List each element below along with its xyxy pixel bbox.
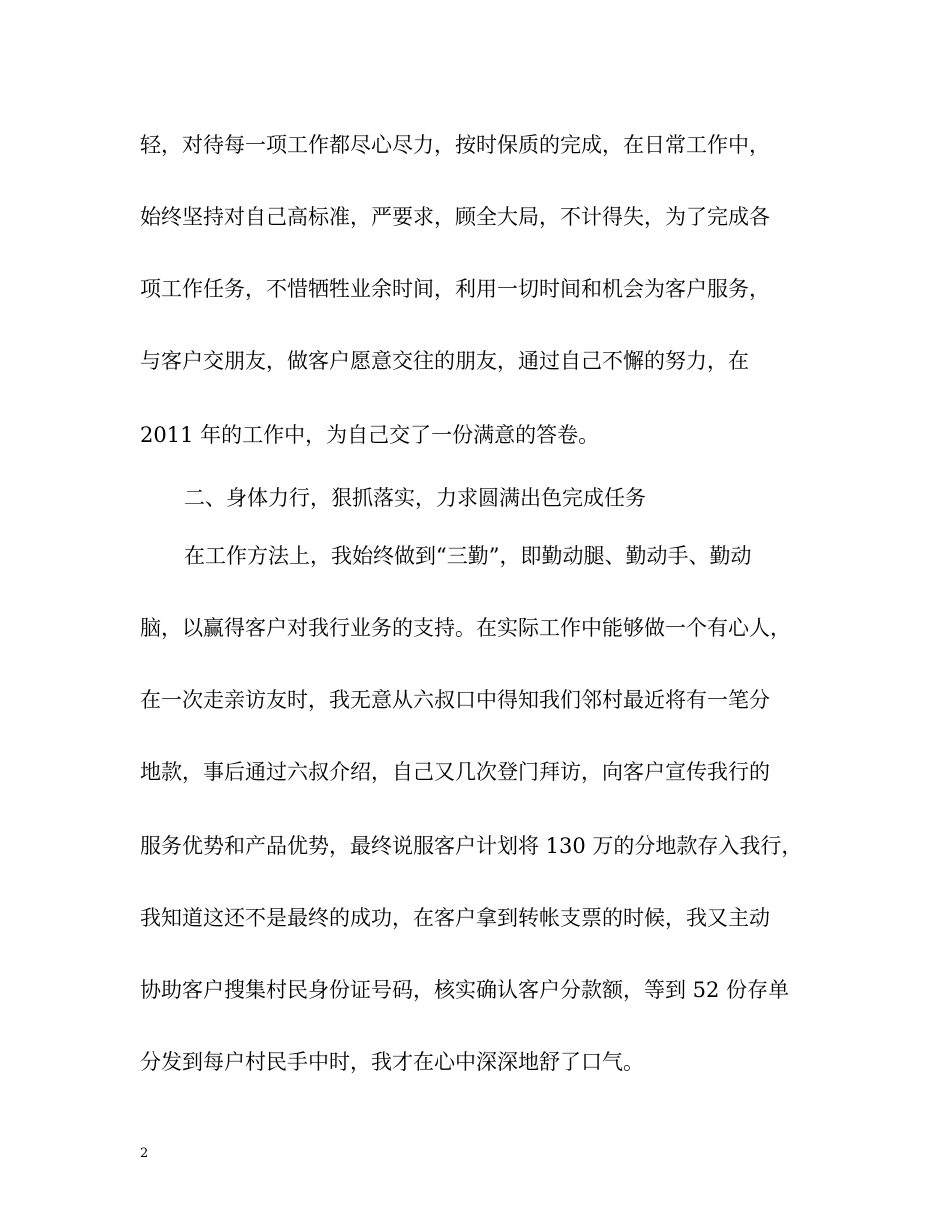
paragraph-line: 在一次走亲访友时，我无意从六叔口中得知我们邻村最近将有一笔分 — [140, 688, 770, 712]
paragraph-line: 在工作方法上，我始终做到“三勤”，即勤动腿、勤动手、勤动 — [184, 544, 752, 568]
paragraph-line: 轻，对待每一项工作都尽心尽力，按时保质的完成，在日常工作中， — [140, 133, 770, 157]
paragraph-line: 服务优势和产品优势，最终说服客户计划将 130 万的分地款存入我行， — [140, 834, 803, 858]
paragraph-line: 2011 年的工作中，为自己交了一份满意的答卷。 — [140, 423, 600, 447]
paragraph-line: 始终坚持对自己高标准，严要求，顾全大局，不计得失，为了完成各 — [140, 205, 770, 229]
paragraph-line: 我知道这还不是最终的成功，在客户拿到转帐支票的时候，我又主动 — [140, 906, 770, 930]
paragraph-line: 地款，事后通过六叔介绍，自己又几次登门拜访，向客户宣传我行的 — [140, 760, 770, 784]
paragraph-line: 分发到每户村民手中时，我才在心中深深地舒了口气。 — [140, 1050, 644, 1074]
section-heading: 二、身体力行，狠抓落实，力求圆满出色完成任务 — [184, 486, 646, 510]
paragraph-line: 项工作任务，不惜牺牲业余时间，利用一切时间和机会为客户服务， — [140, 277, 770, 301]
paragraph-line: 与客户交朋友，做客户愿意交往的朋友，通过自己不懈的努力，在 — [140, 349, 749, 373]
page-number: 2 — [140, 1146, 149, 1161]
paragraph-line: 协助客户搜集村民身份证号码，核实确认客户分款额，等到 52 份存单 — [140, 978, 790, 1002]
paragraph-line: 脑，以赢得客户对我行业务的支持。在实际工作中能够做一个有心人， — [140, 616, 791, 640]
